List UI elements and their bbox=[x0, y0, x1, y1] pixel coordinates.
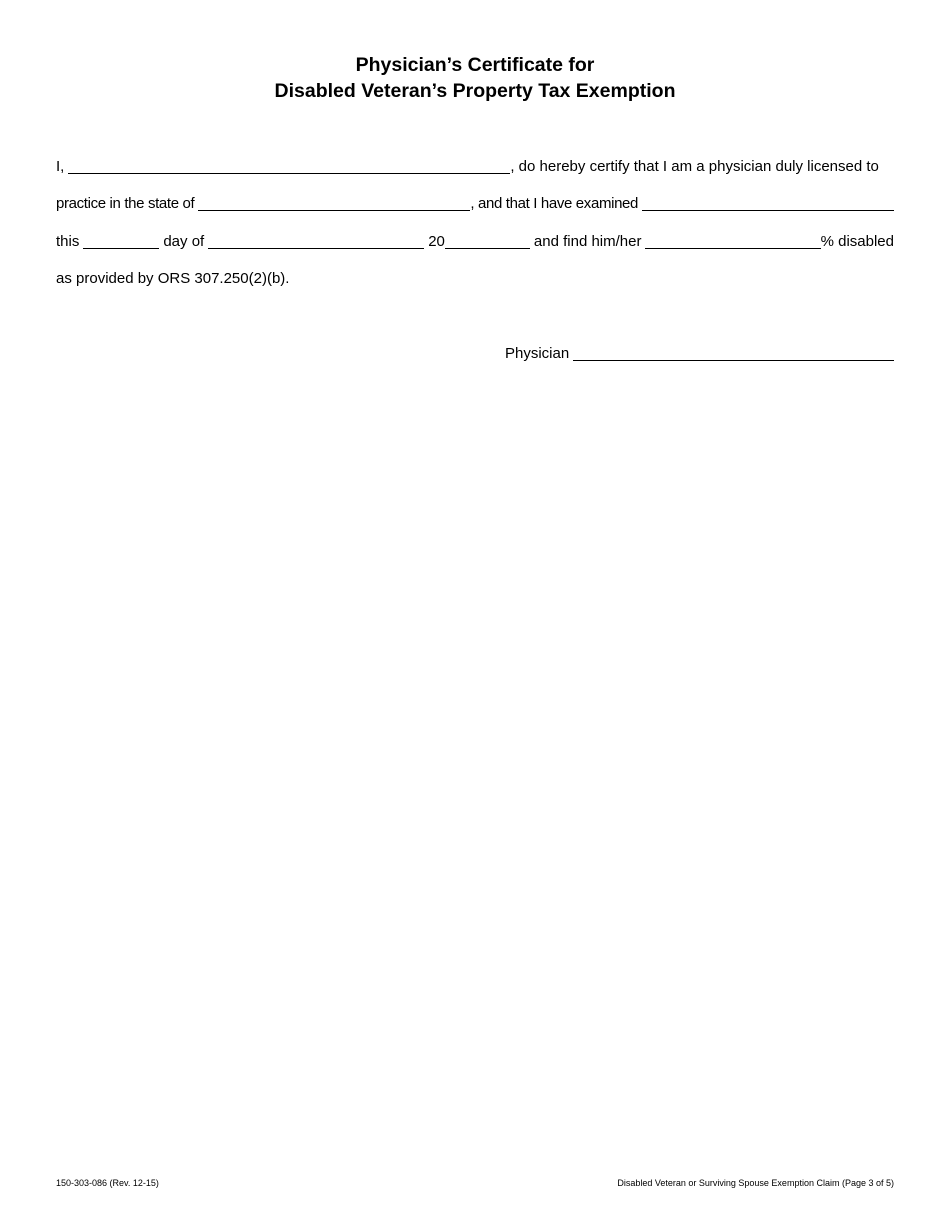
month-field[interactable] bbox=[208, 234, 424, 249]
percent-field[interactable] bbox=[645, 234, 820, 249]
line2-prefix: practice in the state of bbox=[56, 195, 195, 212]
certification-line-4 bbox=[56, 266, 894, 288]
certification-line-3 bbox=[56, 229, 894, 251]
line3-disabled: % disabled bbox=[820, 233, 894, 250]
examined-person-field[interactable] bbox=[642, 196, 894, 211]
day-field[interactable] bbox=[83, 234, 159, 249]
line1-prefix: I, bbox=[56, 158, 65, 175]
title-line-1: Physician’s Certificate for bbox=[355, 54, 595, 76]
form-number: 150-303-086 (Rev. 12-15) bbox=[56, 1178, 159, 1188]
line2-middle: , and that I have examined bbox=[470, 195, 639, 212]
line3-this: this bbox=[56, 233, 80, 250]
line3-year-prefix: 20 bbox=[428, 233, 445, 250]
line3-find: and find him/her bbox=[533, 233, 642, 250]
page-title bbox=[0, 52, 950, 104]
title-line-2: Disabled Veteran’s Property Tax Exemption bbox=[274, 80, 676, 102]
certification-line-2 bbox=[56, 191, 894, 213]
page-info: Disabled Veteran or Surviving Spouse Exemption Claim (Page 3 of 5) bbox=[617, 1178, 894, 1188]
state-field[interactable] bbox=[198, 196, 470, 211]
physician-name-field[interactable] bbox=[68, 159, 510, 174]
physician-signature-row bbox=[505, 341, 894, 363]
year-field[interactable] bbox=[445, 234, 530, 249]
physician-label: Physician bbox=[505, 345, 570, 362]
certification-line-1 bbox=[56, 154, 894, 176]
line3-day-of: day of bbox=[163, 233, 205, 250]
line4-text: as provided by ORS 307.250(2)(b). bbox=[56, 270, 290, 287]
physician-signature-field[interactable] bbox=[573, 346, 894, 361]
line1-suffix: , do hereby certify that I am a physician duly licensed to bbox=[510, 158, 879, 175]
